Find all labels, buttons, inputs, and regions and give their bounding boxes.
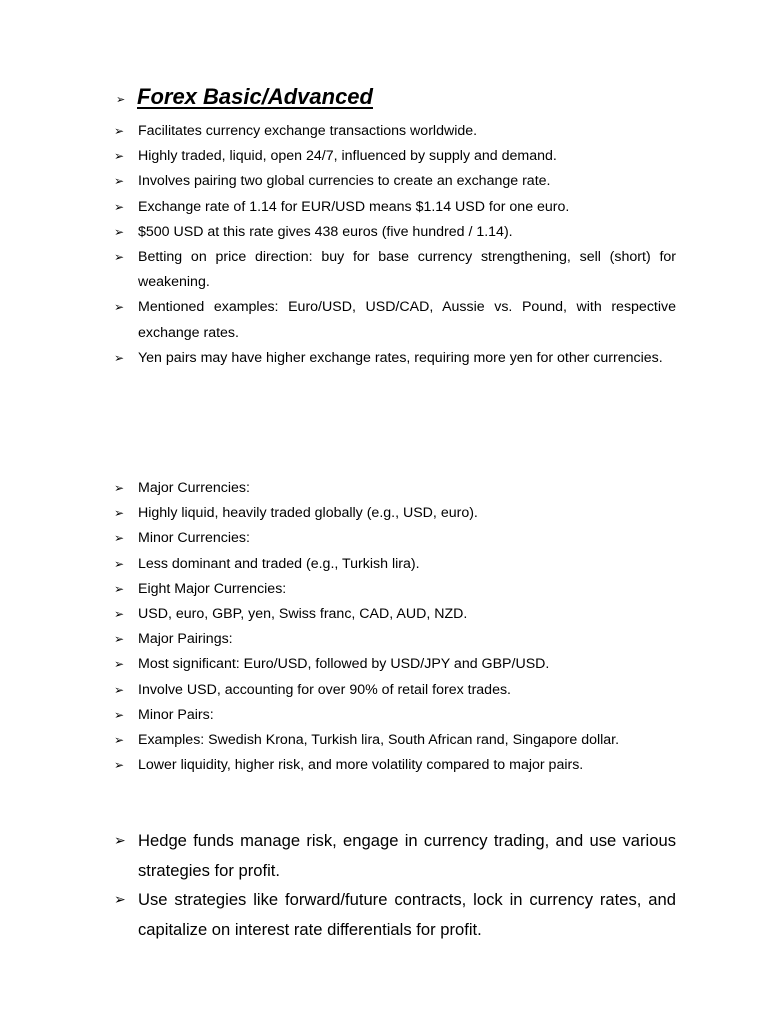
list-item-text: $500 USD at this rate gives 438 euros (five hundred / 1.14).	[138, 223, 513, 240]
bullet-arrow-icon: ➢	[114, 174, 125, 189]
list-item-text: Minor Pairs:	[138, 706, 214, 723]
title-row	[116, 84, 373, 110]
overview-bullet-list	[114, 119, 676, 371]
list-item-text: Examples: Swedish Krona, Turkish lira, South African rand, Singapore dollar.	[138, 732, 620, 749]
bullet-arrow-icon: ➢	[114, 556, 125, 571]
list-item	[114, 526, 676, 551]
list-item	[114, 552, 676, 577]
list-item-text: Mentioned examples: Euro/USD, USD/CAD, Aussie vs. Pound, with respective exchange rates.	[138, 299, 676, 341]
hedge-funds-bullet-list	[114, 826, 676, 944]
bullet-arrow-icon: ➢	[114, 733, 125, 748]
list-item-text: Most significant: Euro/USD, followed by USD/JPY and GBP/USD.	[138, 656, 550, 673]
list-item	[114, 501, 676, 526]
bullet-arrow-icon: ➢	[114, 481, 125, 495]
bullet-arrow-icon: ➢	[114, 891, 126, 907]
page-title: Forex Basic/Advanced	[137, 84, 373, 109]
bullet-arrow-icon: ➢	[114, 250, 125, 265]
list-item	[114, 826, 676, 885]
bullet-arrow-icon: ➢	[114, 531, 125, 546]
list-item-text: Major Currencies:	[138, 480, 250, 496]
list-item-text: Betting on price direction: buy for base currency strengthening, sell (short) for weakening.	[138, 249, 676, 291]
list-item-text: Less dominant and traded (e.g., Turkish lira).	[138, 555, 420, 572]
list-item-text: Use strategies like forward/future contracts, lock in currency rates, and capitalize on interest rate differentials for profit.	[138, 890, 676, 939]
list-item	[114, 753, 676, 778]
list-item	[114, 220, 676, 245]
list-item	[114, 119, 676, 144]
list-item-text: Highly liquid, heavily traded globally (e.g., USD, euro).	[138, 505, 478, 522]
list-item-text: Involves pairing two global currencies to create an exchange rate.	[138, 173, 551, 190]
list-item-text: Yen pairs may have higher exchange rates, requiring more yen for other currencies.	[138, 349, 663, 366]
list-item-text: Facilitates currency exchange transactions worldwide.	[138, 123, 478, 139]
bullet-arrow-icon: ➢	[114, 300, 125, 315]
list-item	[114, 728, 676, 753]
bullet-arrow-icon: ➢	[114, 758, 125, 773]
bullet-arrow-icon: ➢	[114, 224, 125, 239]
list-item	[114, 703, 676, 728]
bullet-arrow-icon: ➢	[114, 682, 125, 697]
list-item-text: Lower liquidity, higher risk, and more volatility compared to major pairs.	[138, 757, 584, 774]
list-item-text: Hedge funds manage risk, engage in currency trading, and use various strategies for profit.	[138, 831, 676, 880]
list-item	[114, 577, 676, 602]
list-item	[114, 885, 676, 944]
list-item-text: Involve USD, accounting for over 90% of retail forex trades.	[138, 681, 511, 698]
list-item	[114, 602, 676, 627]
bullet-arrow-icon: ➢	[114, 657, 125, 672]
list-item	[114, 295, 676, 345]
bullet-arrow-icon: ➢	[114, 632, 125, 647]
bullet-arrow-icon: ➢	[114, 124, 125, 138]
bullet-arrow-icon: ➢	[114, 707, 125, 722]
bullet-arrow-icon: ➢	[116, 93, 126, 106]
list-item	[114, 627, 676, 652]
list-item-text: Exchange rate of 1.14 for EUR/USD means $1.14 USD for one euro.	[138, 198, 570, 215]
bullet-arrow-icon: ➢	[114, 581, 125, 596]
list-item	[114, 652, 676, 677]
currencies-bullet-list	[114, 476, 676, 778]
list-item-text: Minor Currencies:	[138, 530, 250, 547]
bullet-arrow-icon: ➢	[114, 832, 126, 848]
bullet-arrow-icon: ➢	[114, 607, 125, 622]
list-item	[114, 678, 676, 703]
list-item-text: Highly traded, liquid, open 24/7, influenced by supply and demand.	[138, 148, 557, 165]
bullet-arrow-icon: ➢	[114, 199, 125, 214]
list-item	[114, 476, 676, 501]
list-item	[114, 169, 676, 194]
bullet-arrow-icon: ➢	[114, 350, 125, 365]
bullet-arrow-icon: ➢	[114, 506, 125, 521]
list-item-text: Eight Major Currencies:	[138, 580, 287, 597]
bullet-arrow-icon: ➢	[114, 149, 125, 164]
list-item	[114, 245, 676, 295]
list-item	[114, 195, 676, 220]
list-item-text: USD, euro, GBP, yen, Swiss franc, CAD, AUD, NZD.	[138, 606, 468, 623]
list-item-text: Major Pairings:	[138, 631, 233, 648]
list-item	[114, 144, 676, 169]
list-item	[114, 346, 676, 371]
